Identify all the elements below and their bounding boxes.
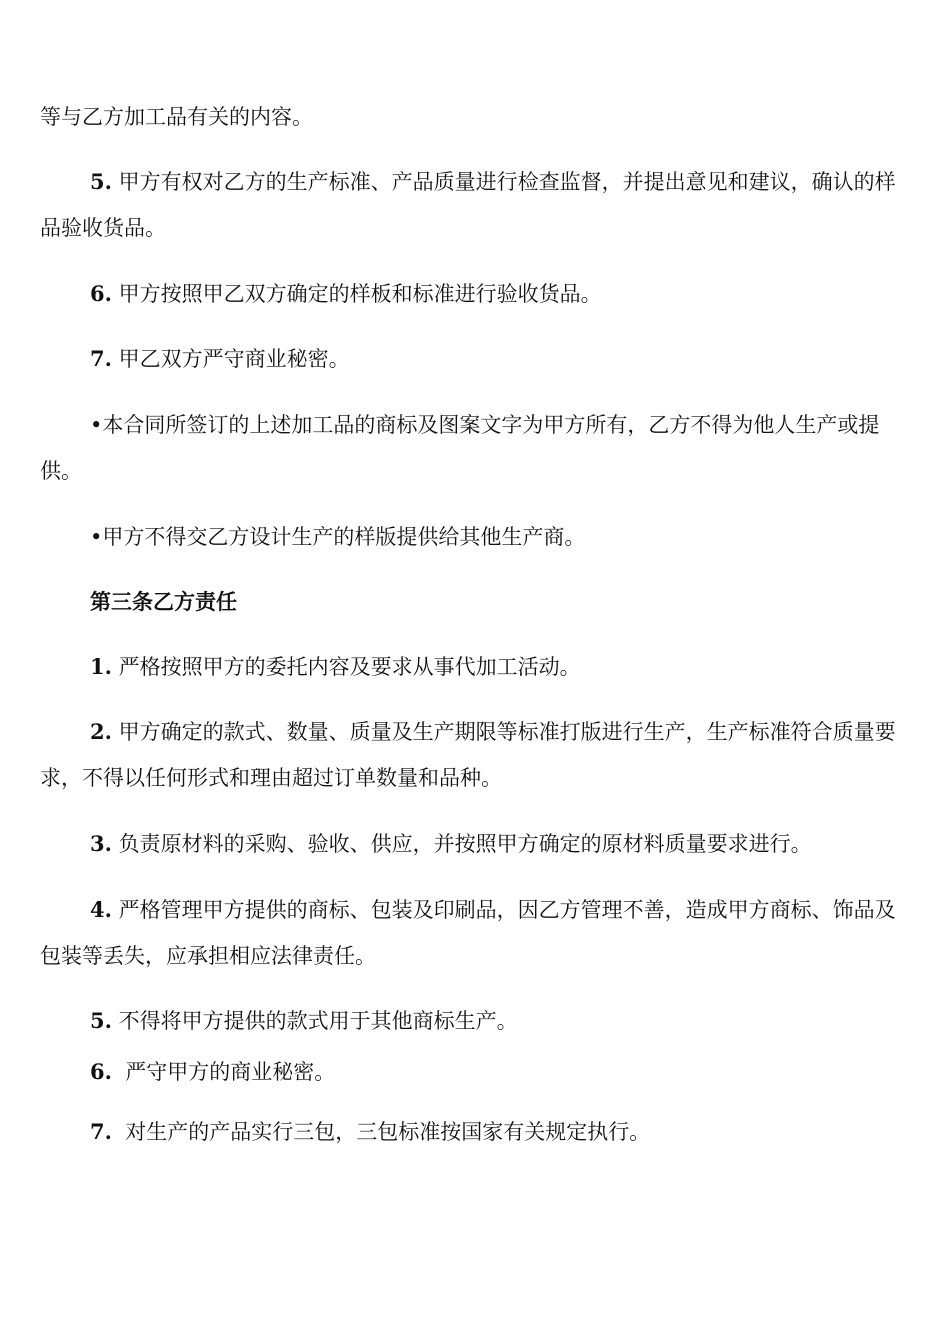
section-heading-party-b-duties: 第三条乙方责任 <box>90 589 237 614</box>
clause-item-4-trademark-management: 4. 严格管理甲方提供的商标、包装及印刷品，因乙方管理不善，造成甲方商标、饰品及包装等丢失，应承担相应法律责任。 <box>40 897 896 968</box>
clause-item-5-inspection: 5. 甲方有权对乙方的生产标准、产品质量进行检查监督，并提出意见和建议，确认的样品验收货品。 <box>40 169 896 240</box>
clause-item-3-materials: 3. 负责原材料的采购、验收、供应，并按照甲方确定的原材料质量要求进行。 <box>90 831 812 856</box>
clause-item-7-secrets: 7. 甲乙双方严守商业秘密。 <box>90 346 350 371</box>
clause-item-1-processing: 1. 严格按照甲方的委托内容及要求从事代加工活动。 <box>90 654 581 679</box>
clause-item-7-warranty: 7. 对生产的产品实行三包，三包标准按国家有关规定执行。 <box>90 1119 651 1144</box>
paragraph-continuation: 等与乙方加工品有关的内容。 <box>40 105 313 129</box>
clause-item-6-confidentiality: 6. 严守甲方的商业秘密。 <box>90 1059 336 1084</box>
bullet-sample-restriction: •甲方不得交乙方设计生产的样版提供给其他生产商。 <box>90 525 586 549</box>
bullet-trademark-ownership: •本合同所签订的上述加工品的商标及图案文字为甲方所有，乙方不得为他人生产或提供。 <box>40 413 880 483</box>
clause-item-6-acceptance: 6. 甲方按照甲乙双方确定的样板和标准进行验收货品。 <box>90 281 602 306</box>
clause-item-5-style-usage: 5. 不得将甲方提供的款式用于其他商标生产。 <box>90 1008 518 1033</box>
clause-item-2-production-standard: 2. 甲方确定的款式、数量、质量及生产期限等标准打版进行生产，生产标准符合质量要求，不得以任何形式和理由超过订单数量和品种。 <box>40 719 896 790</box>
